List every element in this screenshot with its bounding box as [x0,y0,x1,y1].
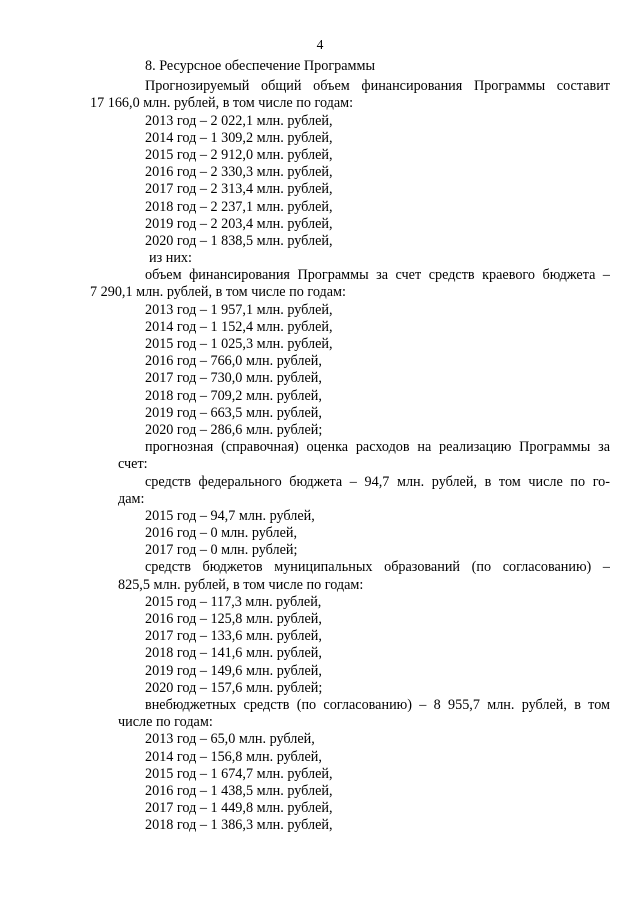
regional-line-1: объем финансирования Программы за счет средств краевого бюджета – [145,267,610,284]
list-item: 2017 год – 730,0 млн. рублей, [145,370,322,387]
list-item: 2020 год – 286,6 млн. рублей; [145,421,323,438]
section-heading: 8. Ресурсное обеспечение Программы [145,58,376,74]
list-item: 2018 год – 141,6 млн. рублей, [145,645,322,662]
municipal-line-2: 825,5 млн. рублей, в том числе по годам: [118,576,364,593]
list-item: 2020 год – 157,6 млн. рублей; [145,679,323,696]
list-item: 2016 год – 125,8 млн. рублей, [145,611,322,627]
of-them-label: из них: [149,250,192,267]
list-item: 2013 год – 65,0 млн. рублей, [145,731,315,748]
list-item: 2018 год – 1 386,3 млн. рублей, [145,817,333,834]
forecast-line-1: прогнозная (справочная) оценка расходов на реализацию Программы за [145,439,610,456]
list-item: 2014 год – 1 309,2 млн. рублей, [145,129,333,146]
list-item: 2015 год – 117,3 млн. рублей, [145,593,322,610]
federal-line-1: средств федерального бюджета – 94,7 млн. рублей, в том числе по го- [145,473,610,490]
regional-years-list [118,302,610,440]
municipal-line-1: средств бюджетов муниципальных образований (по согласованию) – [145,559,610,576]
list-item: 2016 год – 766,0 млн. рублей, [145,353,322,370]
document-body [90,58,610,834]
intro-line-2: 17 166,0 млн. рублей, в том числе по годам: [90,95,354,112]
list-item: 2014 год – 156,8 млн. рублей, [145,748,322,765]
list-item: 2019 год – 149,6 млн. рублей, [145,662,322,679]
list-item: 2017 год – 1 449,8 млн. рублей, [145,800,333,817]
extrabudgetary-line-1: внебюджетных средств (по согласованию) – 8 955,7 млн. рублей, в том [145,696,610,713]
federal-years-list [118,508,610,560]
page-number: 4 [316,37,324,52]
list-item: 2016 год – 0 млн. рублей, [145,525,298,542]
list-item: 2015 год – 2 912,0 млн. рублей, [145,146,333,163]
list-item: 2017 год – 133,6 млн. рублей, [145,628,322,645]
forecast-line-2: счет: [118,456,148,473]
list-item: 2019 год – 663,5 млн. рублей, [145,404,322,421]
municipal-years-list [118,594,610,697]
list-item: 2020 год – 1 838,5 млн. рублей, [145,232,333,249]
list-item: 2015 год – 1 025,3 млн. рублей, [145,336,333,352]
list-item: 2017 год – 0 млн. рублей; [145,542,298,559]
list-item: 2016 год – 1 438,5 млн. рублей, [145,782,333,799]
list-item: 2013 год – 2 022,1 млн. рублей, [145,112,333,129]
list-item: 2017 год – 2 313,4 млн. рублей, [145,181,333,198]
total-by-year-list [118,113,610,251]
list-item: 2015 год – 1 674,7 млн. рублей, [145,765,333,782]
list-item: 2014 год – 1 152,4 млн. рублей, [145,318,333,335]
list-item: 2013 год – 1 957,1 млн. рублей, [145,301,333,318]
list-item: 2015 год – 94,7 млн. рублей, [145,507,315,524]
list-item: 2018 год – 709,2 млн. рублей, [145,387,322,404]
extrabudgetary-line-2: числе по годам: [118,714,213,731]
extrabudgetary-years-list [118,731,610,834]
regional-line-2: 7 290,1 млн. рублей, в том числе по годам: [90,284,346,301]
intro-line-1: Прогнозируемый общий объем финансирования Программы составит [145,78,610,95]
list-item: 2016 год – 2 330,3 млн. рублей, [145,164,333,181]
federal-line-2: дам: [118,490,145,507]
list-item: 2019 год – 2 203,4 млн. рублей, [145,215,333,232]
list-item: 2018 год – 2 237,1 млн. рублей, [145,198,333,215]
